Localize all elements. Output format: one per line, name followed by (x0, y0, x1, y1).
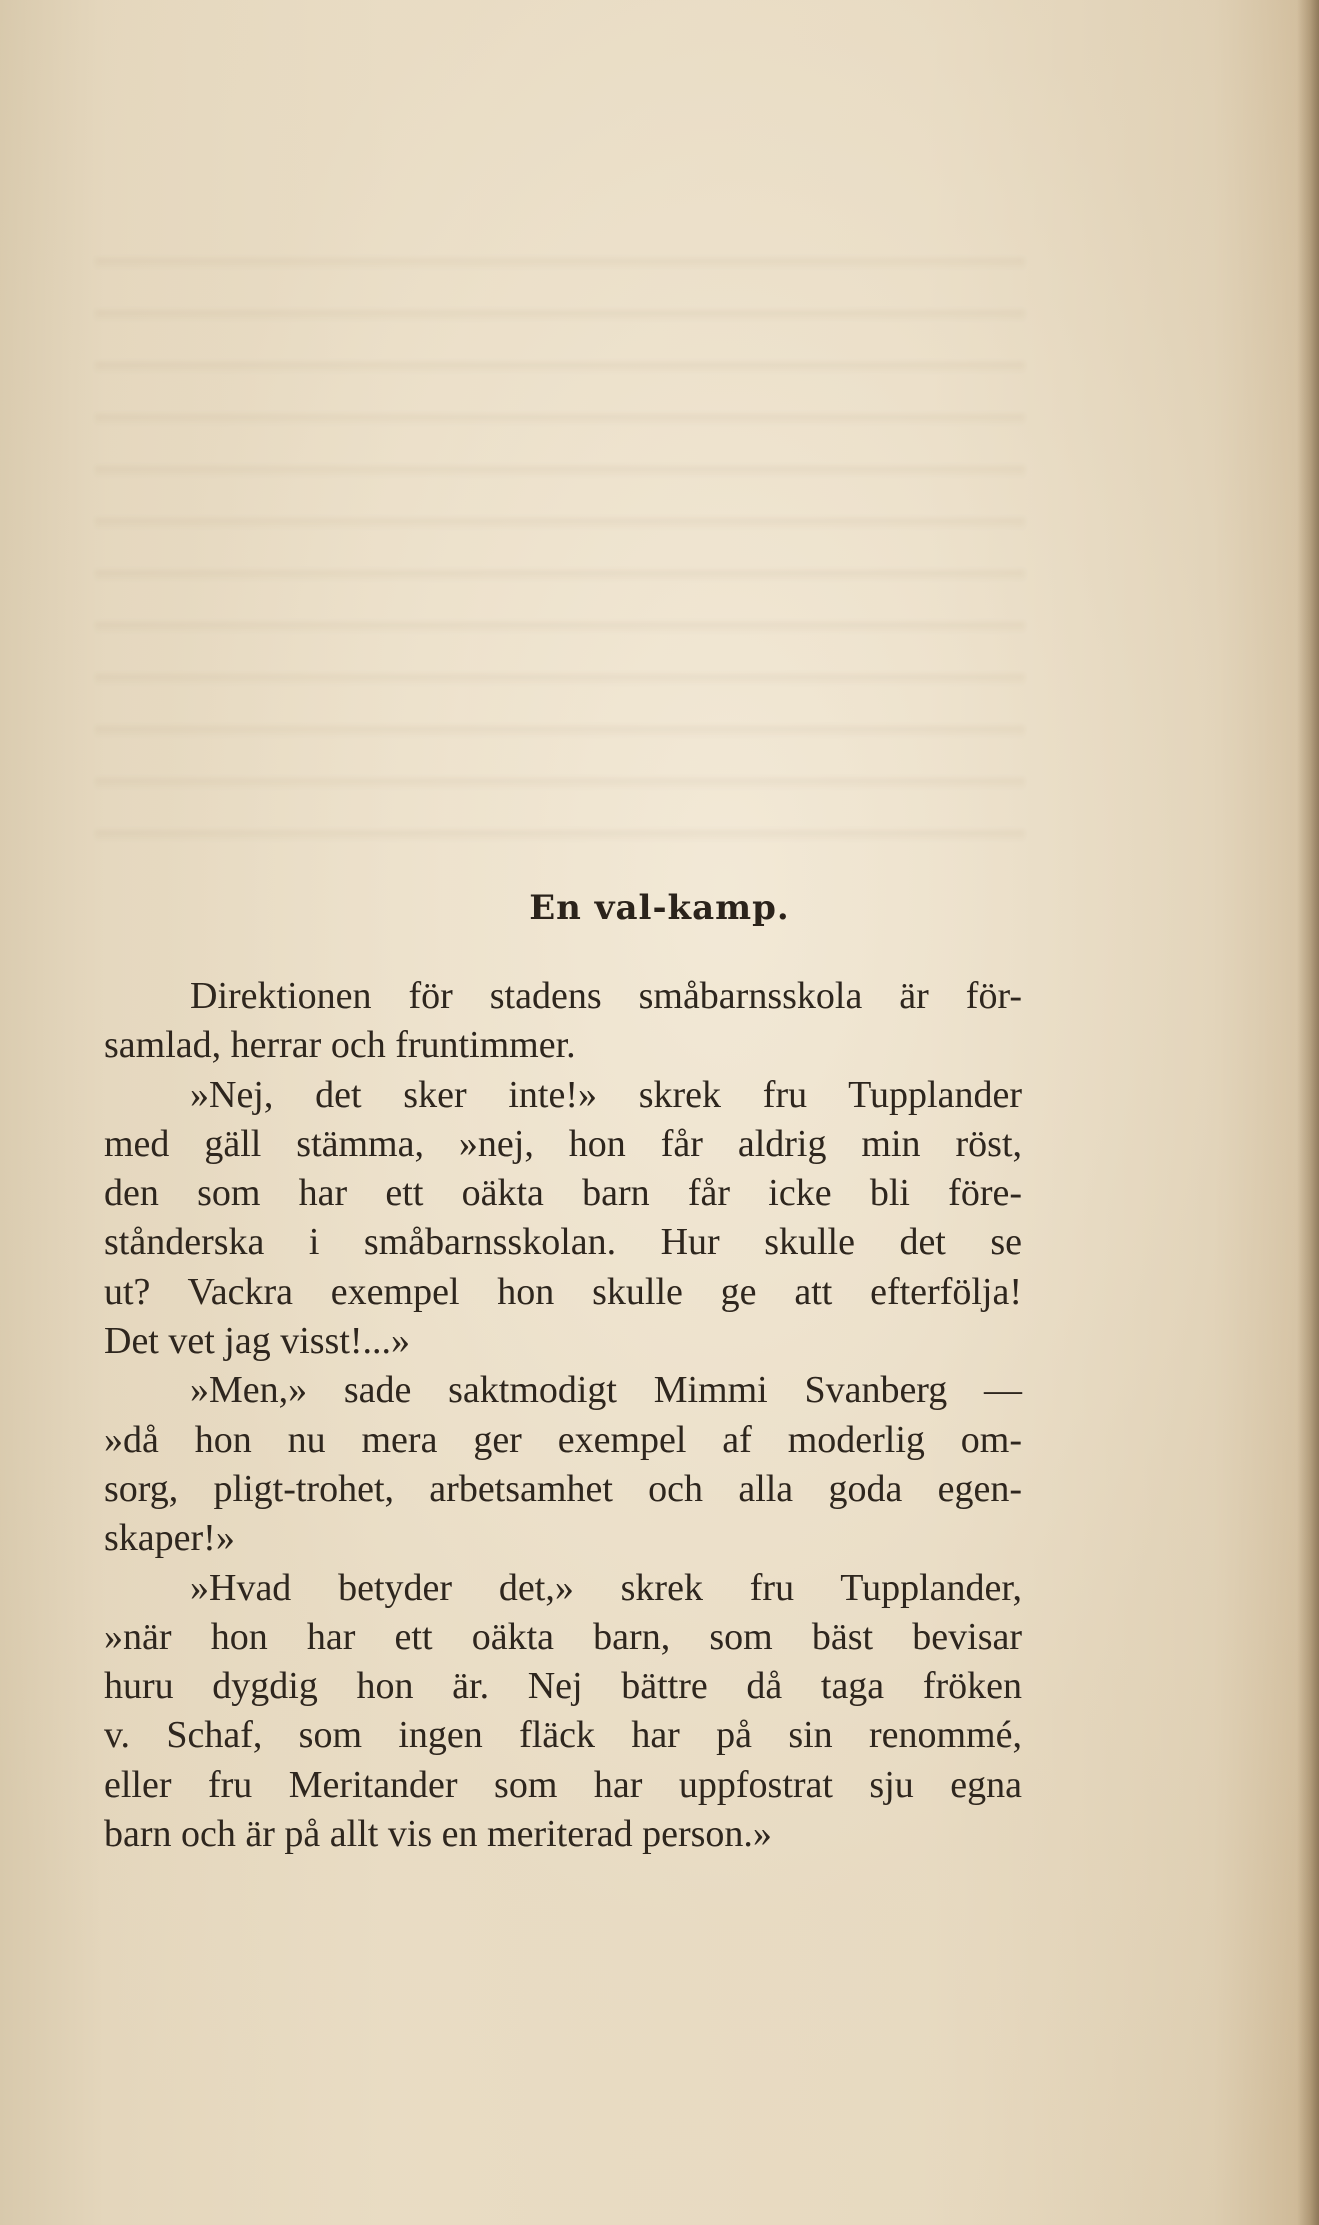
text-line: »då hon nu mera ger exempel af moderlig om- (104, 1418, 1022, 1461)
text-line: »Men,» sade saktmodigt Mimmi Svanberg — (190, 1369, 1022, 1412)
text-line: den som har ett oäkta barn får icke bli före- (104, 1172, 1022, 1215)
text-line: »när hon har ett oäkta barn, som bäst bevisar (104, 1615, 1022, 1658)
body-text (104, 972, 1022, 1859)
text-line: v. Schaf, som ingen fläck har på sin renommé, (104, 1714, 1022, 1757)
text-line: sorg, pligt-trohet, arbetsamhet och alla goda egen- (104, 1467, 1022, 1510)
text-line: stånderska i småbarnsskolan. Hur skulle det se (104, 1221, 1022, 1264)
text-line: Direktionen för stadens småbarnsskola är för- (190, 975, 1022, 1017)
text-line: »Nej, det sker inte!» skrek fru Tupplander (190, 1073, 1022, 1116)
text-line: Det vet jag visst!...» (104, 1320, 411, 1363)
bleed-through-text (95, 230, 1025, 870)
text-line: »Hvad betyder det,» skrek fru Tupplander, (190, 1566, 1022, 1609)
text-line: skaper!» (104, 1517, 235, 1560)
text-line: barn och är på allt vis en meriterad person.» (104, 1813, 772, 1856)
text-line: eller fru Meritander som har uppfostrat sju egna (104, 1763, 1022, 1806)
text-line: huru dygdig hon är. Nej bättre då taga fröken (104, 1665, 1022, 1708)
page-binding-edge (1297, 0, 1319, 2225)
text-line: samlad, herrar och fruntimmer. (104, 1024, 576, 1067)
text-line: med gäll stämma, »nej, hon får aldrig min röst, (104, 1122, 1022, 1165)
chapter-title: En val-kamp. (529, 888, 790, 928)
text-line: ut? Vackra exempel hon skulle ge att efterfölja! (104, 1270, 1022, 1313)
